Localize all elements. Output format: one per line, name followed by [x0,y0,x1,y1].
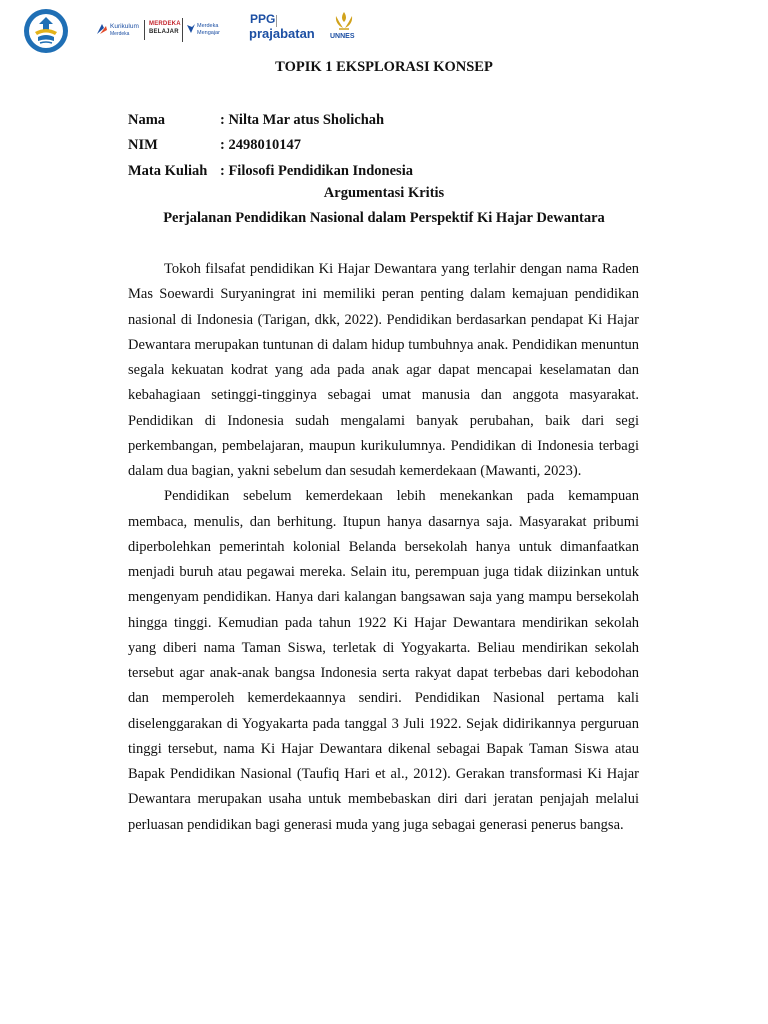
ppg-prajabatan-logo [248,10,324,44]
document-title: TOPIK 1 EKSPLORASI KONSEP [275,59,493,75]
kurikulum-sub-label: Merdeka [110,31,130,37]
unnes-emblem-icon [331,10,357,32]
info-row-name [128,108,413,133]
paragraph-1: Tokoh filsafat pendidikan Ki Hajar Dewantara yang terlahir dengan nama Raden Mas Soewardi Suryaningrat ini memiliki peran penting dalam kemajuan pendidikan nasional di Indonesia (Tarigan, dkk, 2022). Pendidikan berdasarkan pendapat Ki Hajar Dewantara merupakan tuntunan di dalam hidup tumbuhnya anak. Pendidikan menuntun segala kekuatan kodrat yang ada pada anak agar dapat mencapai keselamatan dan kebahagiaan setinggi-tingginya sebagai umat manusia dan anggota masyarakat. Pendidikan di Indonesia sudah mengalami banyak perubahan, baik dari segi perkembangan, pembelajaran, maupun kurikulumnya. Pendidikan di Indonesia terbagi dalam dua bagian, yakni sebelum dan sesudah kemerdekaan (Mawanti, 2023). [128,261,639,479]
essay-title: Perjalanan Pendidikan Nasional dalam Perspektif Ki Hajar Dewantara [163,210,605,226]
nim-label: NIM [128,137,158,154]
section-heading: Argumentasi Kritis [323,185,445,201]
name-label: Nama [128,112,166,128]
unnes-logo [328,10,360,44]
course-label: Mata Kuliah [128,162,208,179]
tut-wuri-handayani-logo [22,8,70,54]
kurikulum-label: Kurikulum [110,23,139,30]
merdeka-belajar-bottom: BELAJAR [149,29,179,35]
info-row-nim [128,133,413,158]
merdeka-mengajar-logo [182,18,225,42]
merdeka-belajar-logo [144,20,181,40]
page-header [0,0,768,56]
name-value: : Nilta Mar atus Sholichah [220,112,385,128]
merdeka-mengajar-top: Merdeka [197,23,219,29]
info-row-course [128,159,413,184]
paragraph-2: Pendidikan sebelum kemerdekaan lebih menekankan pada kemampuan membaca, menulis, dan berhitung. Itupun hanya dasarnya saja. Masyarakat pribumi diperbolehkan pemerintah kolonial Belanda bersekolah hanya untuk dimanfaatkan menjadi buruh atau pegawai mereka. Selain itu, perempuan juga tidak diizinkan untuk mengenyam pendidikan. Hanya dari kalangan bangsawan saja yang mampu bersekolah hingga tinggi. Kemudian pada tahun 1922 Ki Hajar Dewantara mendirikan sekolah yang diberi nama Taman Siswa, terletak di Yogyakarta. Beliau mendirikan sekolah tersebut agar anak-anak bangsa Indonesia serta rakyat dapat terbebas dari kebodohan dan memperoleh kemerdekaannya sendiri. Pendidikan Nasional pertama kali diselenggarakan di Yogyakarta pada tanggal 3 Juli 1922. Sejak didirikannya perguruan tinggi tersebut, nama Ki Hajar Dewantara dikenal sebagai Bapak Taman Siswa atau Bapak Pendidikan Nasional (Taufiq Hari et al., 2012). Gerakan transformasi Ki Hajar Dewantara merupakan usaha untuk membebaskan diri dari jeratan penjajah melalui perluasan pendidikan bagi generasi muda yang juga sebagai generasi penerus bangsa. [128,488,639,833]
course-value: : Filosofi Pendidikan Indonesia [220,162,413,179]
student-info [128,108,413,184]
merdeka-mengajar-mark-icon [186,23,196,35]
prajabatan-label: prajabatan [249,26,315,41]
merdeka-belajar-top: MERDEKA [149,21,181,27]
kurikulum-merdeka-logo [96,18,144,42]
kurikulum-mark-icon [96,22,108,36]
essay-body [128,257,639,838]
nim-value: : 2498010147 [220,137,301,154]
ppg-label: PPG [250,12,276,26]
merdeka-mengajar-bottom: Mengajar [197,30,220,36]
unnes-label: UNNES [330,33,355,40]
